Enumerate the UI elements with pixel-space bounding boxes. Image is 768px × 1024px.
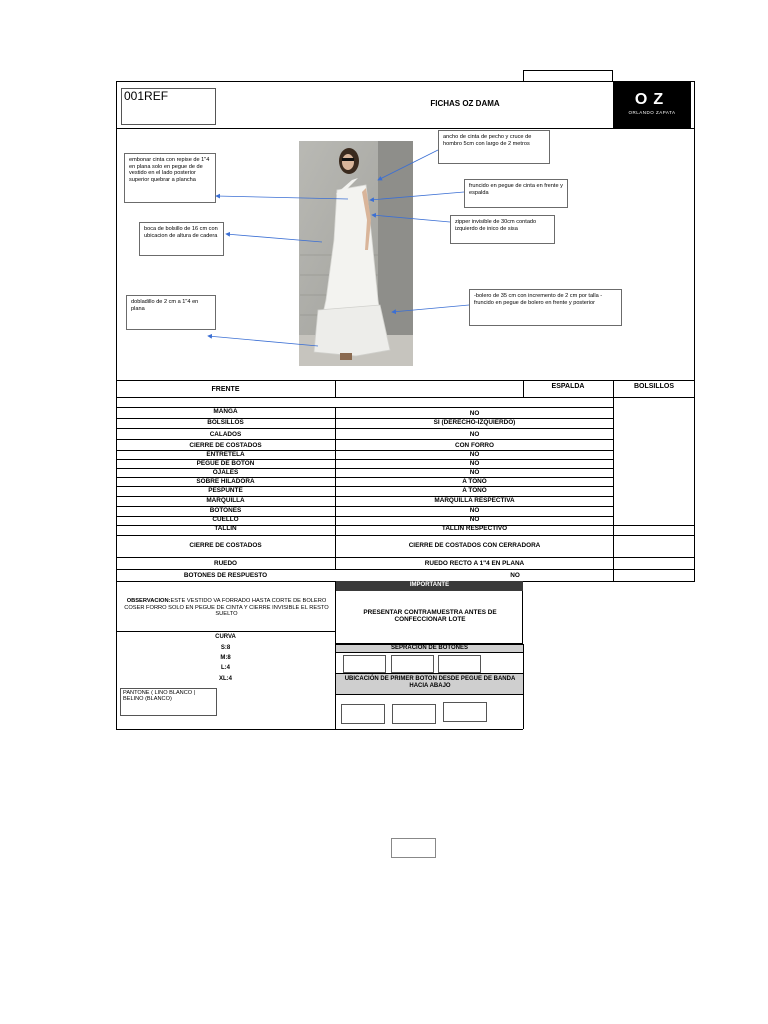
note-chest-tape: ancho de cinta de pecho y cruce de hombro 5cm con largo de 2 metros <box>438 130 550 164</box>
curva-title: CURVA <box>215 634 236 640</box>
page-footer-box <box>391 838 436 858</box>
section-row-top <box>116 380 695 381</box>
observacion-body: ESTE VESTIDO VA FORRADO HASTA CORTE DE BOLERO COSER FORRO SOLO EN PEGUE DE CINTA Y CIERRE INVISIBLE EL RESTO SUELTO <box>124 598 329 618</box>
spec-label-pegue-boton: PEGUE DE BOTON <box>196 460 255 467</box>
importante-title: IMPORTANTE <box>409 582 450 588</box>
spec-label-cierre-costados: CIERRE DE COSTADOS <box>189 542 262 549</box>
spec-label-marquilla: MARQUILLA <box>206 497 245 504</box>
separacion-box-2 <box>391 655 434 673</box>
ubicacion-box-2 <box>392 704 436 724</box>
curva-size-l: L:4 <box>221 665 230 671</box>
spec-label-sobre-hiladora: SOBRE HILADORA <box>196 478 255 485</box>
spec-row-line <box>116 535 695 536</box>
note-gathering: fruncido en pegue de cinta en frente y espalda <box>464 179 568 208</box>
spec-value-marquilla: MARQUILLA RESPECTIVA <box>434 497 515 504</box>
spec-label-bolsillos: BOLSILLOS <box>207 419 244 426</box>
arrow-gathering <box>370 192 464 200</box>
arrow-bolero <box>392 305 469 312</box>
separacion-box-3 <box>438 655 481 673</box>
spec-value-cuello: NO <box>469 516 480 523</box>
logo-text: OZ <box>634 91 670 108</box>
section-espalda: ESPALDA <box>551 383 585 390</box>
spec-label-ruedo: RUEDO <box>213 560 238 567</box>
spec-value-tallin: TALLIN RESPECTIVO <box>441 525 508 532</box>
note-zipper: zipper invisible de 30cm contado izquierdo de inico de sisa <box>450 215 555 244</box>
spec-value-ojales: NO <box>469 469 480 476</box>
spec-label-calados: CALADOS <box>209 431 242 438</box>
spec-value-pegue-boton: NO <box>469 460 480 467</box>
spec-value-cierre: CON FORRO <box>454 442 495 449</box>
note-pocket: boca de bolsillo de 16 cm con ubicacion de altura de cadera <box>139 222 224 256</box>
spec-label-entretela: ENTRETELA <box>206 451 245 458</box>
ubicacion-box-3 <box>443 702 487 722</box>
pantone-text: PANTONE ( LINO BLANCO | BELINO (BLANCO) <box>123 690 196 703</box>
note-bolero: -bolero de 35 cm con incremento de 2 cm por talla - fruncido en pegue de bolero en frente y posterior <box>469 289 622 326</box>
separacion-box-1 <box>343 655 386 673</box>
spec-label-ojales: OJALES <box>212 469 239 476</box>
spec-value-cierre-costados: CIERRE DE COSTADOS CON CERRADORA <box>408 542 541 549</box>
separacion-title: SEPRACION DE BOTONES <box>391 645 468 651</box>
section-row-bottom <box>116 397 695 398</box>
right-frame-edge <box>523 644 524 729</box>
spec-label-pespunte: PESPUNTE <box>208 487 243 494</box>
arrow-tape-attach <box>216 196 348 199</box>
spec-value-botones-repuesto: NO <box>510 572 520 579</box>
spec-value-sobre-hiladora: A TONO <box>462 478 487 485</box>
curva-size-m: M:8 <box>220 655 231 661</box>
spec-row-line <box>116 439 613 440</box>
spec-value-ruedo: RUEDO RECTO A 1"4 EN PLANA <box>424 560 525 567</box>
importante-text: PRESENTAR CONTRAMUESTRA ANTES DE CONFECCIONAR LOTE <box>363 609 497 624</box>
observacion-text <box>120 598 333 618</box>
spec-label-cierre: CIERRE DE COSTADOS <box>189 442 262 449</box>
section-bolsillos: BOLSILLOS <box>633 383 675 390</box>
spec-value-entretela: NO <box>469 451 480 458</box>
spec-value-manga: NO <box>469 410 480 417</box>
ubicacion-text: UBICACIÓN DE PRIMER BOTON DESDE PEGUE DE BANDA HACIA ABAJO <box>344 676 516 689</box>
section-divider-1 <box>335 380 336 397</box>
spec-value-botones: NO <box>469 507 480 514</box>
page-title: FICHAS OZ DAMA <box>430 99 500 108</box>
spec-row-line <box>116 569 695 570</box>
ref-code: 001REF <box>124 89 169 103</box>
note-hem: dobladillo de 2 cm a 1"4 en plana <box>126 295 216 330</box>
arrow-chest-tape <box>378 150 438 180</box>
section-frente: FRENTE <box>211 386 240 393</box>
bottom-frame-edge <box>116 729 523 730</box>
spec-value-pespunte: A TONO <box>462 487 487 494</box>
curva-size-xl: XL:4 <box>218 676 232 682</box>
arrow-hem <box>208 336 318 346</box>
observacion-label: OBSERVACION: <box>126 598 171 604</box>
spec-value-bolsillos: SI (DERECHO-IZQUIERDO) <box>433 419 516 426</box>
note-tape-attach: embonar cinta con repise de 1"4 en plana solo en pegue de de vestido en el lado posterior superior quebrar a plancha <box>124 153 216 203</box>
curva-size-s: S:8 <box>220 645 231 651</box>
ubicacion-box-1 <box>341 704 385 724</box>
spec-label-botones-repuesto: BOTONES DE RESPUESTO <box>183 572 268 579</box>
arrow-pocket <box>226 234 322 242</box>
arrow-zipper <box>372 215 450 222</box>
logo-subtext: ORLANDO ZAPATA <box>628 110 676 115</box>
spec-label-manga: MANGA <box>213 408 238 415</box>
spec-label-botones: BOTONES <box>209 507 242 514</box>
section-divider-3 <box>613 380 614 582</box>
spec-label-cuello: CUELLO <box>212 516 239 523</box>
spec-value-calados: NO <box>469 431 480 438</box>
spec-row-line <box>116 557 695 558</box>
spec-row-line <box>116 428 613 429</box>
spec-label-tallin: TALLIN <box>214 525 237 532</box>
